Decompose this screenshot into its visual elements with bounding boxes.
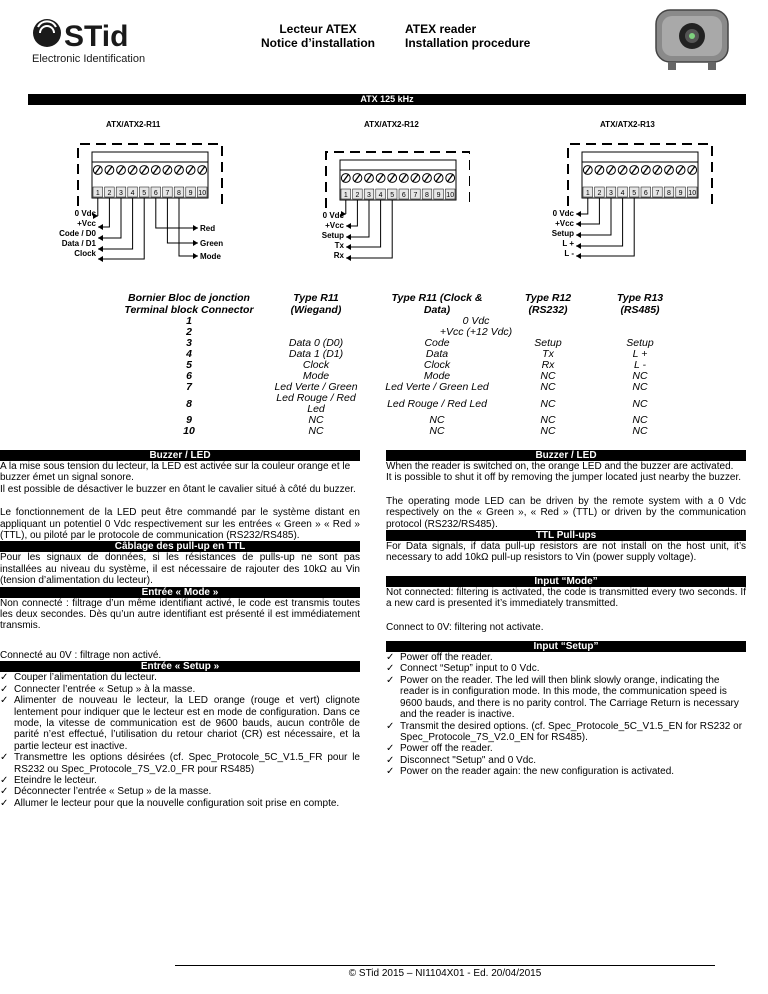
fr-pullup-p: Pour les signaux de données, si les résistances de pulls-up ne sont pas installées au niveau du système, il est nécessaire de rajouter des 10kΩ au Vin (tension d’alimentation du lecteur). xyxy=(0,552,360,587)
list-item: ✓ Eteindre le lecteur. xyxy=(0,775,360,786)
column-fr xyxy=(0,450,360,809)
r13-label-lminus: L - xyxy=(564,249,574,258)
en-setup-title: Input “Setup” xyxy=(386,641,746,652)
pin-number: 4 xyxy=(130,190,135,197)
r13-left-labels xyxy=(530,209,574,259)
reader-device-image xyxy=(648,8,736,72)
pin-number: 7 xyxy=(413,192,418,199)
r11-left-labels xyxy=(40,209,96,259)
table-row xyxy=(115,338,689,349)
fr-setup-title: Entrée « Setup » xyxy=(0,661,360,672)
list-item: ✓ Allumer le lecteur pour que la nouvelle configuration soit prise en compte. xyxy=(0,798,360,809)
pin-cell: 7 xyxy=(186,381,192,393)
fr-mode-p2: Connecté au 0V : filtrage non activé. xyxy=(0,649,162,661)
r11-clock-cell: Data xyxy=(425,348,449,360)
en-led-p: The operating mode LED can be driven by the remote system with a 0 Vdc respectively on the « Green », « Red » (TTL) or driven by the communication protocol (RS232/RS485). xyxy=(386,495,746,530)
pin-cell: 4 xyxy=(186,348,192,360)
wire-arrow xyxy=(576,243,581,249)
header-title-fr xyxy=(261,22,375,50)
wire xyxy=(576,198,634,256)
title-en-line2: Installation procedure xyxy=(405,36,531,50)
fr-pullup-title: Câblage des pull-up en TTL xyxy=(0,541,360,552)
pin-cell: 3 xyxy=(186,337,192,349)
pin-number: 2 xyxy=(597,190,602,197)
r11-wiegand-cell: NC xyxy=(308,414,324,426)
pin-number: 1 xyxy=(343,192,348,199)
en-buzzer-p2: It is possible to shut it off by removing the jumper located just nearby the buzzer. xyxy=(386,472,742,484)
wire-arrow xyxy=(346,255,351,261)
model-r12: ATX/ATX2-R12 xyxy=(364,120,419,129)
wire-arrow xyxy=(193,253,198,259)
pin-cell: 1 xyxy=(186,315,192,327)
fr-buzzer-p2: Il est possible de désactiver le buzzer en ôtant le cavalier situé à côté du buzzer. xyxy=(0,483,356,495)
list-item: ✓ Alimenter de nouveau le lecteur, la LED orange (rouge et vert) clignote lentement pour indiquer que le lecteur est en mode de configuration. Dans ce mode, la vitesse de communication est de 9600 bauds, aucun contrôle de parité n’est effectué, l’utilisation du retour chariot (CR) est nécessaire, et la partie lecteur est inactive. xyxy=(0,695,360,752)
r11-wiegand-cell: Mode xyxy=(302,370,330,382)
r12-cell: Rx xyxy=(541,359,555,371)
list-item: ✓ Power off the reader. xyxy=(386,743,746,754)
title-en-line1: ATEX reader xyxy=(405,22,477,36)
logo-text: STid xyxy=(64,20,129,53)
header-title-en xyxy=(405,22,530,50)
r11-label-data: Data / D1 xyxy=(61,239,96,248)
pin-cell: 6 xyxy=(186,370,192,382)
title-fr-line2: Notice d’installation xyxy=(261,36,376,50)
logo-subtitle: Electronic Identification xyxy=(32,53,146,65)
wire xyxy=(346,200,357,226)
r11-label-0vdc: 0 Vdc xyxy=(74,209,96,218)
pin-number: 10 xyxy=(688,190,697,197)
pin-cell: 9 xyxy=(186,414,192,426)
pin-number: 6 xyxy=(643,190,648,197)
r11-label-mode: Mode xyxy=(200,252,221,261)
table-row xyxy=(115,360,689,371)
r11-label-green: Green xyxy=(200,239,224,248)
stid-logo xyxy=(30,14,180,66)
pin-number: 3 xyxy=(609,190,613,197)
fr-led-p: Le fonctionnement de la LED peut être commandé par le système distant en appliquant un potentiel 0 Vdc respectivement sur les entrées « Green » « Red » (TTL), ou piloté par le protocole de communication (RS232/RS485). xyxy=(0,507,360,542)
table-row xyxy=(115,393,689,415)
r11-wiegand-cell: Led Verte / Green xyxy=(274,381,358,393)
pin-number: 7 xyxy=(655,190,660,197)
r12-label-0vdc: 0 Vdc xyxy=(322,211,344,220)
pin-number: 10 xyxy=(446,192,455,199)
footer: © STid 2015 – NI1104X01 - Ed. 20/04/2015 xyxy=(175,965,715,979)
wire-arrow xyxy=(346,223,351,229)
r11-clock-cell: Clock xyxy=(423,359,451,371)
r11-clock-cell: NC xyxy=(429,425,445,437)
r12-cell: NC xyxy=(540,414,556,426)
wire-arrow xyxy=(576,232,581,238)
r13-cell: NC xyxy=(632,397,648,410)
pin-number: 6 xyxy=(153,190,158,197)
r12-cell: Tx xyxy=(542,348,554,360)
pin-number: 9 xyxy=(188,190,193,197)
r12-label-vcc: +Vcc xyxy=(325,221,344,230)
wire-arrow xyxy=(576,221,581,227)
column-en xyxy=(386,450,746,778)
r11-label-red: Red xyxy=(200,224,216,233)
r11-wiegand-cell: NC xyxy=(308,425,324,437)
r13-cell: NC xyxy=(632,425,648,437)
table-row xyxy=(115,426,689,437)
pin-number: 8 xyxy=(177,190,181,197)
th-r11-wiegand: Type R11 (Wiegand) xyxy=(290,292,342,316)
r12-cell: NC xyxy=(540,381,556,393)
r11-clock-cell: Led Verte / Green Led xyxy=(385,381,489,393)
pin-number: 9 xyxy=(678,190,683,197)
r13-cell: NC xyxy=(632,414,648,426)
th-r12: Type R12 (RS232) xyxy=(524,292,572,316)
wire-arrow xyxy=(98,256,103,262)
fr-mode-title: Entrée « Mode » xyxy=(0,587,360,598)
common-cell: +Vcc (+12 Vdc) xyxy=(439,326,513,338)
en-pullup-p: For Data signals, if data pull-up resistors are not install on the host unit, it’s necessary to add 10kΩ pull-up resistors to Vin (power supply voltage). xyxy=(386,541,746,564)
r11-wiegand-cell: Data 0 (D0) xyxy=(288,337,344,349)
pin-number: 7 xyxy=(165,190,170,197)
wire-arrow xyxy=(98,235,103,241)
r13-label-vcc: +Vcc xyxy=(555,219,574,228)
wire-arrow xyxy=(98,224,103,230)
pin-number: 5 xyxy=(142,190,147,197)
r11-wiegand-cell: Clock xyxy=(302,359,330,371)
r12-cell: Setup xyxy=(534,337,562,349)
title-fr-line1: Lecteur ATEX xyxy=(279,22,357,36)
en-setup-list xyxy=(386,652,746,777)
wire-arrow xyxy=(193,225,198,231)
list-item: ✓ Déconnecter l’entrée « Setup » de la masse. xyxy=(0,786,360,797)
pin-number: 2 xyxy=(355,192,360,199)
section-banner: ATX 125 kHz xyxy=(28,94,746,105)
list-item: ✓ Power off the reader. xyxy=(386,652,746,663)
wire xyxy=(98,198,133,249)
r12-label-rx: Rx xyxy=(333,251,344,260)
pin-number: 8 xyxy=(425,192,429,199)
fr-setup-list xyxy=(0,672,360,809)
list-item: ✓ Transmit the desired options. (cf. Spec_Protocole_5C_V1.5_EN for RS232 or Spec_Protocole_7S_V2.0_EN for RS485). xyxy=(386,721,746,744)
r11-clock-cell: Code xyxy=(424,337,450,349)
wire-arrow xyxy=(346,244,351,250)
list-item: ✓ Connect “Setup” input to 0 Vdc. xyxy=(386,663,746,674)
r11-wiegand-cell: Data 1 (D1) xyxy=(288,348,344,360)
r11-wiegand-cell: Led Rouge / Red Led xyxy=(276,392,356,415)
pin-number: 5 xyxy=(632,190,637,197)
wire xyxy=(346,200,381,247)
table-row xyxy=(115,415,689,426)
r12-left-labels xyxy=(300,211,344,261)
r11-label-code: Code / D0 xyxy=(59,229,96,238)
th-connector: Bornier Bloc de jonction Terminal block Connector xyxy=(124,292,254,316)
pin-number: 9 xyxy=(436,192,441,199)
list-item: ✓ Connecter l’entrée « Setup » à la masse. xyxy=(0,684,360,695)
r12-cell: NC xyxy=(540,370,556,382)
th-r13: Type R13 (RS485) xyxy=(616,292,664,316)
r12-cell: NC xyxy=(540,425,556,437)
pin-cell: 5 xyxy=(186,359,192,371)
wire-arrow xyxy=(576,211,581,217)
table-header-row xyxy=(115,292,689,316)
r13-cell: L - xyxy=(633,359,647,371)
pin-number: 3 xyxy=(367,192,371,199)
pin-number: 1 xyxy=(585,190,590,197)
wire-arrow xyxy=(193,240,198,246)
en-buzzer-p1: When the reader is switched on, the orange LED and the buzzer are activated. xyxy=(386,461,734,472)
pin-number: 5 xyxy=(390,192,395,199)
pin-number: 4 xyxy=(620,190,625,197)
en-mode-p2: Connect to 0V: filtering not activate. xyxy=(386,621,544,633)
list-item: ✓ Couper l’alimentation du lecteur. xyxy=(0,672,360,683)
table-row xyxy=(115,382,689,393)
table-row xyxy=(115,327,689,338)
th-r11-clock: Type R11 (Clock & Data) xyxy=(391,292,483,316)
en-buzzer-title: Buzzer / LED xyxy=(386,450,746,461)
r13-label-lplus: L + xyxy=(562,239,574,248)
r12-label-setup: Setup xyxy=(321,231,344,240)
fr-mode-p1: Non connecté : filtrage d’un même identifiant activé, le code est transmis toutes les deux secondes. Dès qu’un autre identifiant est présenté il est immédiatement transmis. xyxy=(0,597,360,632)
r13-cell: Setup xyxy=(626,337,654,349)
list-item: ✓ Disconnect "Setup" and 0 Vdc. xyxy=(386,755,746,766)
r13-cell: L + xyxy=(632,348,648,360)
r13-cell: NC xyxy=(632,370,648,382)
table-row xyxy=(115,316,689,327)
fr-buzzer-title: Buzzer / LED xyxy=(0,450,360,461)
model-r13: ATX/ATX2-R13 xyxy=(600,120,655,129)
r12-cell: NC xyxy=(540,397,556,410)
model-r11: ATX/ATX2-R11 xyxy=(106,120,161,129)
wire xyxy=(156,198,198,228)
wire xyxy=(98,198,109,227)
pin-cell: 2 xyxy=(186,326,192,338)
pin-number: 3 xyxy=(119,190,123,197)
en-mode-title: Input “Mode” xyxy=(386,576,746,587)
pin-number: 6 xyxy=(401,192,406,199)
wire-arrow xyxy=(98,246,103,252)
pin-number: 1 xyxy=(95,190,100,197)
list-item: ✓ Power on the reader. The led will then blink slowly orange, indicating the reader is in configuration mode. In this mode, the communication speed is 9600 bauds, and there is no parity control. The Carriage Return is necessary and the reader is inactive. xyxy=(386,675,746,721)
wire xyxy=(576,198,588,214)
wire-arrow xyxy=(576,253,581,259)
fr-buzzer-p1: A la mise sous tension du lecteur, la LED est activée sur la couleur orange et le buzzer émet un signal sonore. xyxy=(0,461,351,484)
r11-clock-cell: Mode xyxy=(423,370,451,382)
r13-label-setup: Setup xyxy=(551,229,574,238)
wire xyxy=(576,198,611,235)
list-item: ✓ Transmettre les options désirées (cf. Spec_Protocole_5C_V1.5_FR pour le RS232 ou Spec_Protocole_7S_V2.0_FR pour RS485) xyxy=(0,752,360,775)
r12-label-tx: Tx xyxy=(334,241,344,250)
en-pullup-title: TTL Pull-ups xyxy=(386,530,746,541)
table-row xyxy=(115,349,689,360)
r13-cell: NC xyxy=(632,381,648,393)
connector-table xyxy=(115,292,689,437)
r11-clock-cell: NC xyxy=(429,414,445,426)
en-mode-p1: Not connected: filtering is activated, the code is transmitted every two seconds. If a new card is presented it’s immediately transmitted. xyxy=(386,586,746,610)
wire-arrow xyxy=(346,234,351,240)
pin-number: 8 xyxy=(667,190,671,197)
r11-label-clock: Clock xyxy=(74,249,96,258)
wire xyxy=(167,198,198,243)
pin-number: 4 xyxy=(378,192,383,199)
pin-number: 10 xyxy=(198,190,207,197)
r13-label-0vdc: 0 Vdc xyxy=(552,209,574,218)
r11-clock-cell: Led Rouge / Red Led xyxy=(387,397,487,410)
common-cell: 0 Vdc xyxy=(462,315,490,327)
pin-cell: 10 xyxy=(183,425,195,437)
r11-label-vcc: +Vcc xyxy=(77,219,96,228)
pin-cell: 8 xyxy=(186,397,192,410)
list-item: ✓ Power on the reader again: the new configuration is activated. xyxy=(386,766,746,777)
pin-number: 2 xyxy=(107,190,112,197)
